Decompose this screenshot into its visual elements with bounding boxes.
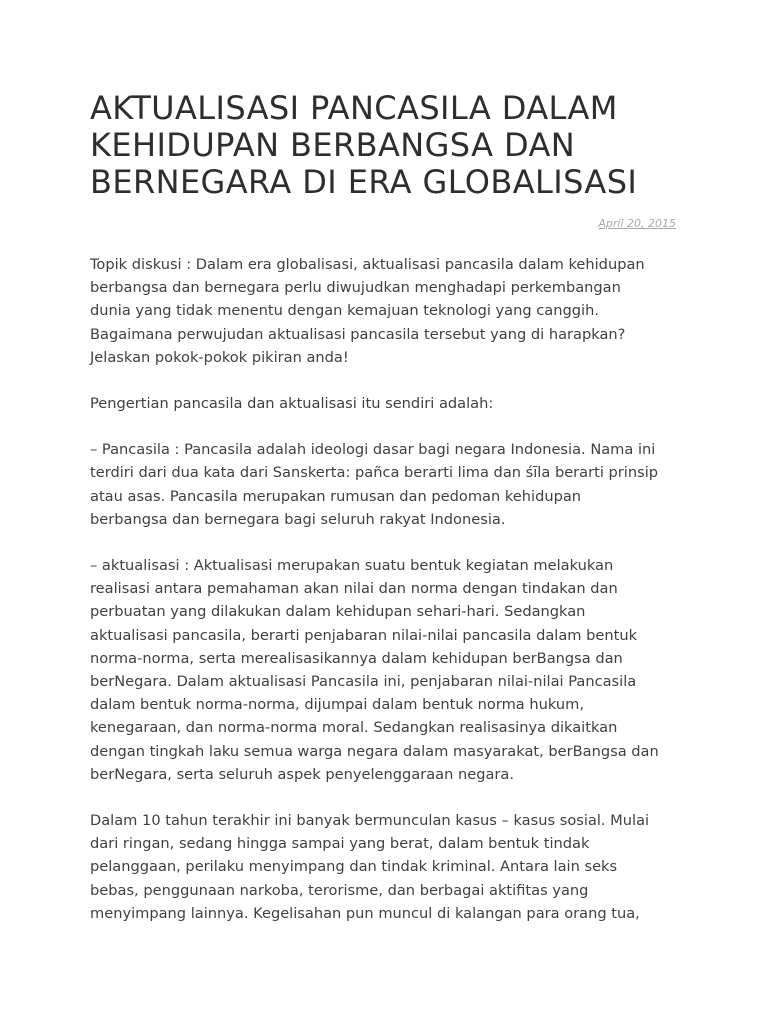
paragraph-aktualisasi-definition: – aktualisasi : Aktualisasi merupakan suatu bentuk kegiatan melakukan realisasi antara pemahaman akan nilai dan norma dengan tindakan dan perbuatan yang dilakukan dalam kehidupan sehari-hari. Sedangkan aktualisasi pancasila, berarti penjabaran nilai-nilai pancasila dalam bentuk norma-norma, serta merealisasikannya dalam kehidupan berBangsa dan berNegara. Dalam aktualisasi Pancasila ini, penjabaran nilai-nilai Pancasila dalam bentuk norma-norma, dijumpai dalam bentuk norma hukum, kenegaraan, dan norma-norma moral. Sedangkan realisasinya dikaitkan dengan tingkah laku semua warga negara dalam masyarakat, berBangsa dan berNegara, serta seluruh aspek penyelenggaraan negara. — [90, 557, 659, 783]
post-title: AKTUALISASI PANCASILA DALAM KEHIDUPAN BERBANGSA DAN BERNEGARA DI ERA GLOBALISASI — [90, 89, 638, 201]
post-content — [90, 253, 680, 925]
post-date-link[interactable]: April 20, 2015 — [598, 217, 676, 230]
paragraph-definition-intro: Pengertian pancasila dan aktualisasi itu sendiri adalah: — [90, 395, 494, 413]
document-page — [90, 90, 680, 948]
paragraph-social-cases: Dalam 10 tahun terakhir ini banyak bermunculan kasus – kasus sosial. Mulai dari ringan, sedang hingga sampai yang berat, dalam bentuk tindak pelanggaan, perilaku menyimpang dan tindak kriminal. Antara lain seks bebas, penggunaan narkoba, terorisme, dan berbagai aktifitas yang menyimpang lainnya. Kegelisahan pun muncul di kalangan para orang tua, — [90, 812, 650, 922]
paragraph-pancasila-definition: – Pancasila : Pancasila adalah ideologi dasar bagi negara Indonesia. Nama ini terdiri dari dua kata dari Sanskerta: pañca berarti lima dan śīla berarti prinsip atau asas. Pancasila merupakan rumusan dan pedoman kehidupan berbangsa dan bernegara bagi seluruh rakyat Indonesia. — [90, 441, 659, 528]
paragraph-topic: Topik diskusi : Dalam era globalisasi, aktualisasi pancasila dalam kehidupan berbangsa dan bernegara perlu diwujudkan menghadapi perkembangan dunia yang tidak menentu dengan kemajuan teknologi yang canggih. Bagaimana perwujudan aktualisasi pancasila tersebut yang di harapkan? Jelaskan pokok-pokok pikiran anda! — [90, 256, 645, 366]
